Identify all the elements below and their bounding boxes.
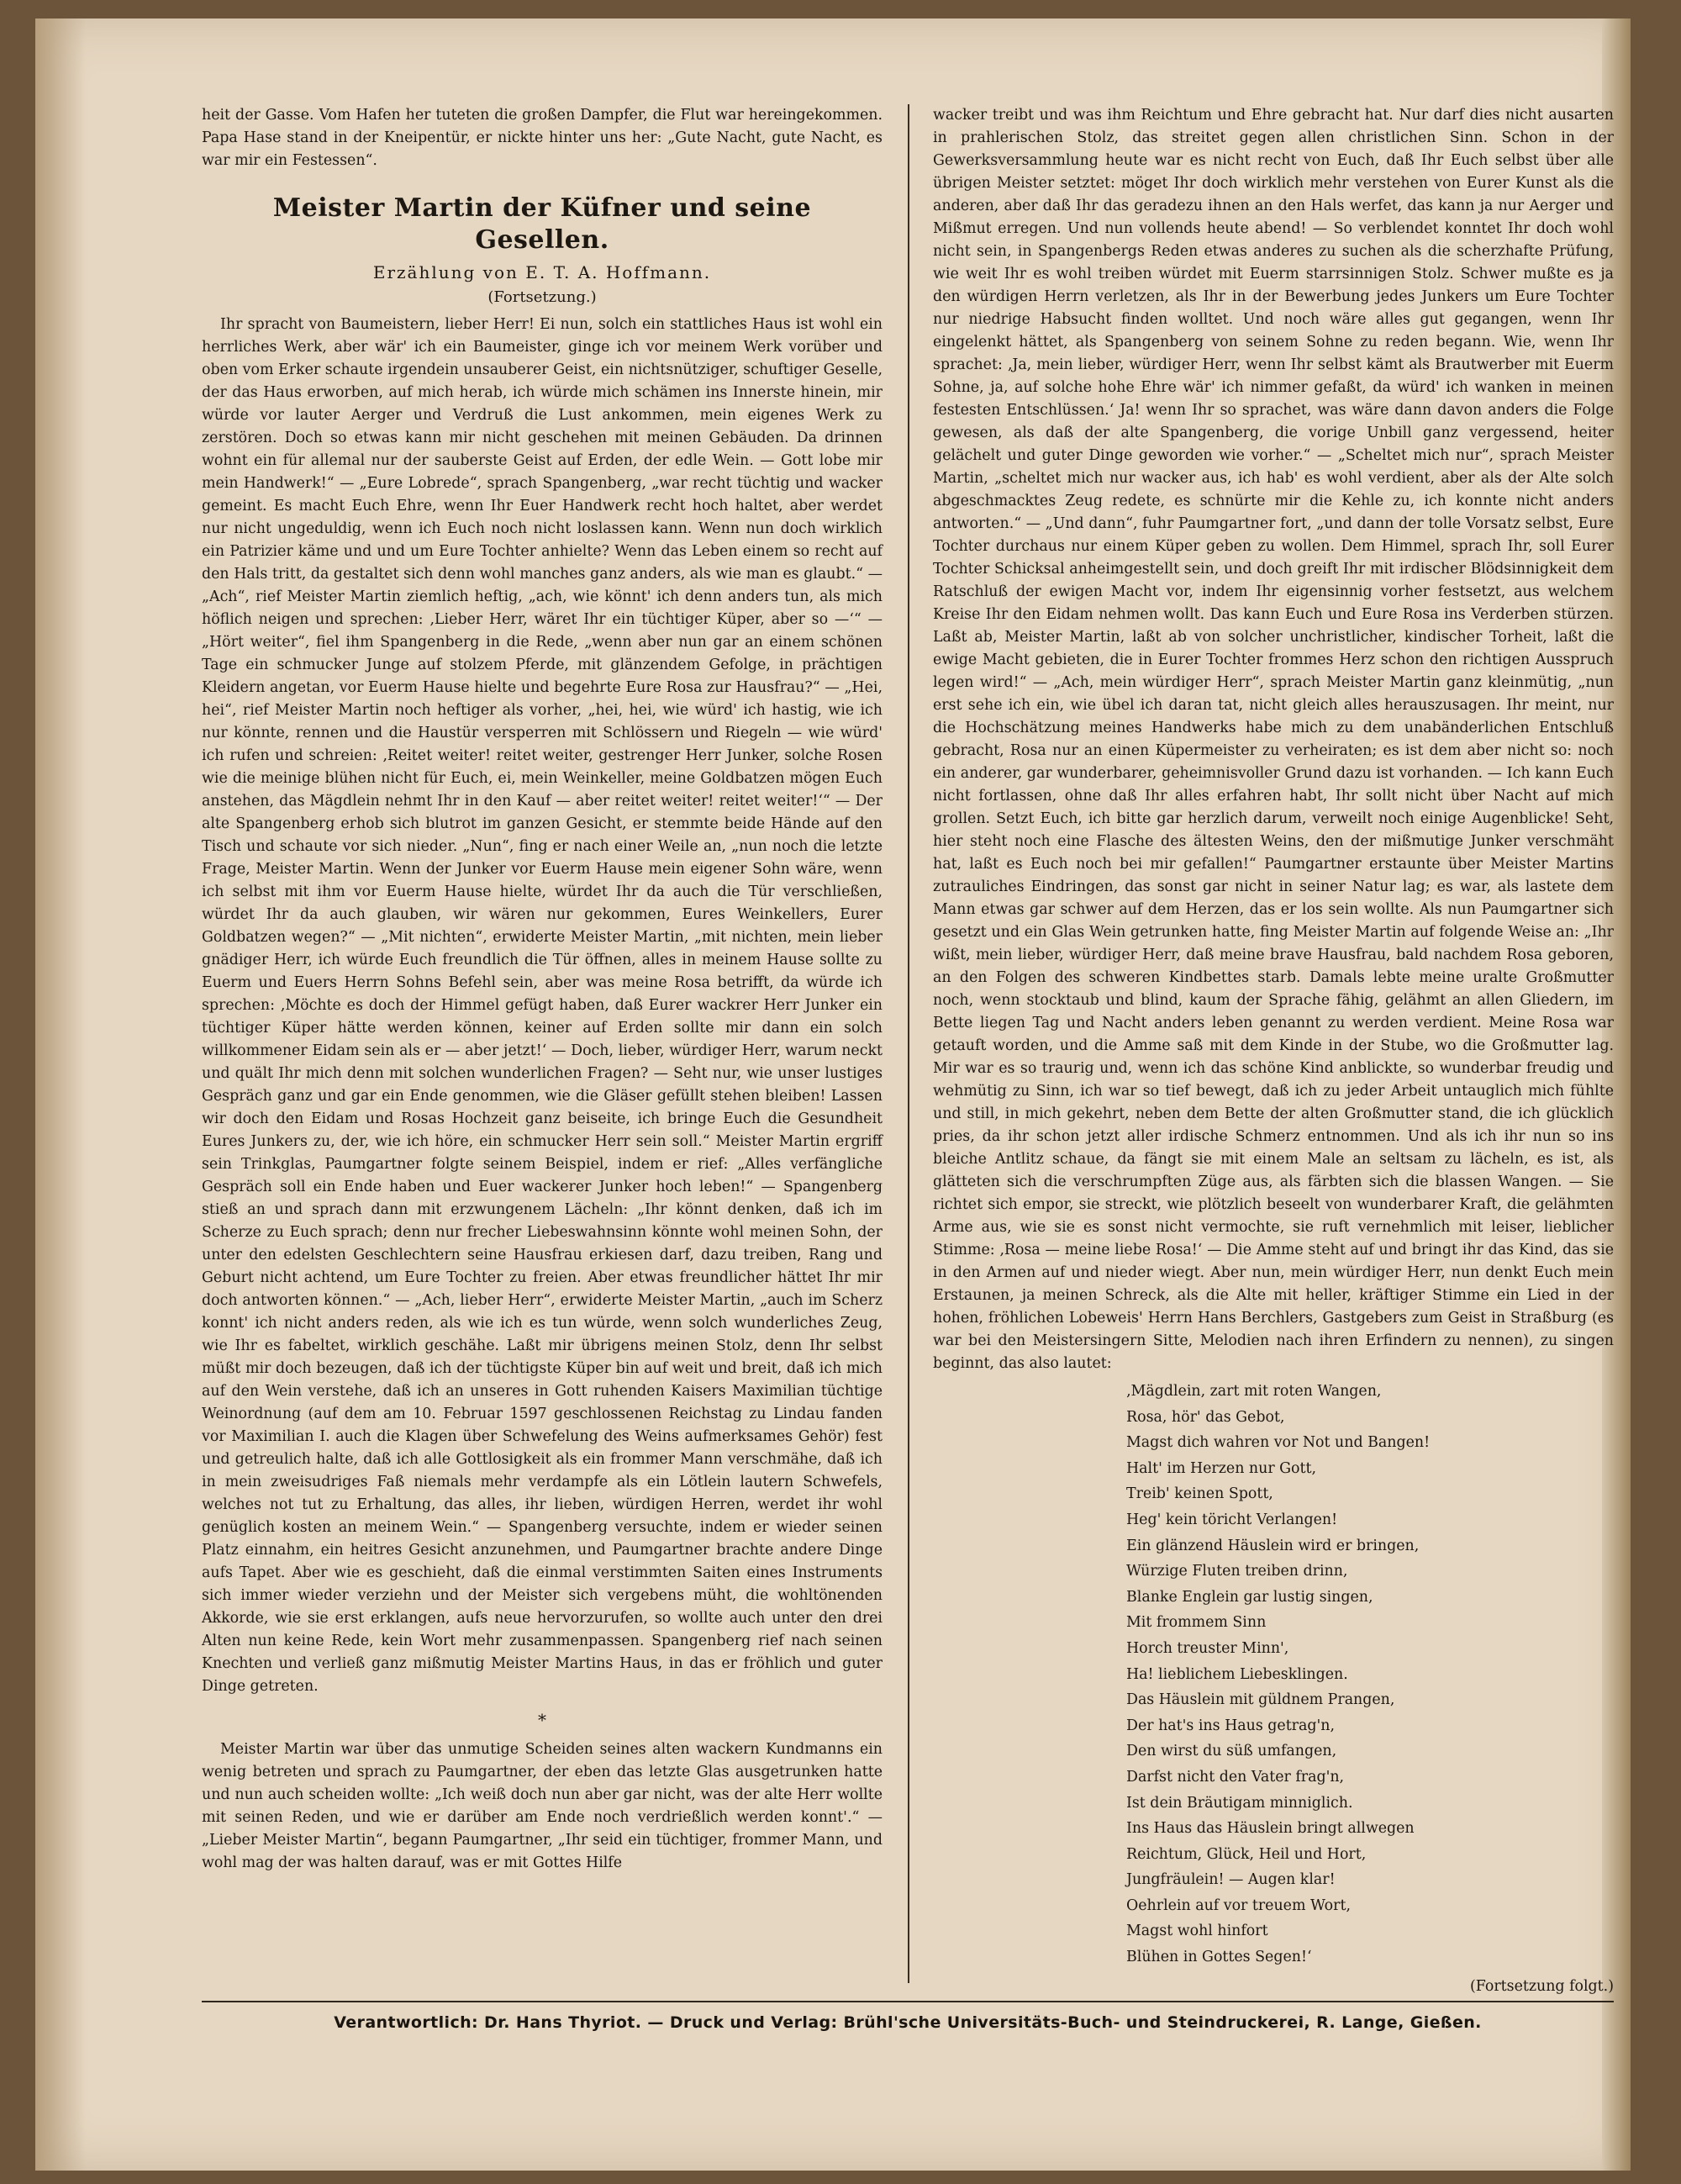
poem-line: Den wirst du süß umfangen, [1126, 1743, 1337, 1760]
left-column [202, 104, 883, 1875]
poem-line: Horch treuster Minn', [1126, 1639, 1289, 1657]
poem-line: ‚Mägdlein, zart mit roten Wangen, [1126, 1383, 1382, 1400]
poem-line: Würzige Fluten treiben drinn, [1126, 1563, 1348, 1580]
poem-line: Mit frommem Sinn [1126, 1614, 1267, 1632]
story-author: Erzählung von E. T. A. Hoffmann. [372, 262, 712, 282]
paragraph: wacker treibt und was ihm Reichtum und Ehre gebracht hat. Nur darf dies nicht ausarten in prahlerischen Stolz, das streitet gegen allen christlichen Sinn. Schon in der Gewerksversammlung heute war es nicht recht von Euch, daß Ihr Euch selbst über alle übrigen Meister setztet: möget Ihr doch wirklich mehr verstehen von Eurer Kunst als die anderen, aber daß Ihr das geradezu ihnen an den Hals werfet, das kann ja nur Aerger und Mißmut erregen. Und nun vollends heute abend! — So verblendet konntet Ihr doch wohl nicht sein, in Spangenbergs Reden etwas anderes zu suchen als die scherzhafte Prüfung, wie weit Ihr es wohl treiben würdet mit Euerm starrsinnigen Stolz. Schwer mußte es ja den würdigen Herrn verletzen, als Ihr in der Bewerbung jedes Junkers um Eure Tochter nur niedrige Habsucht finden wolltet. Und noch wäre alles gut gegangen, wenn Ihr eingelenkt hättet, als Spangenberg von seinem Sohne zu reden begann. Wie, wenn Ihr sprachet: ‚Ja, mein lieber, würdiger Herr, wenn Ihr selbst kämt als Brautwerber mit Euerm Sohne, ja, auf solche hohe Ehre wär' ich nimmer gefaßt, da würd' ich wanken in meinen festesten Entschlüssen.‘ Ja! wenn Ihr so sprachet, was wäre dann davon anders die Folge gewesen, als daß der alte Spangenberg, die vorige Unbill ganz vergessend, heiter gelächelt und guter Dinge geworden wie vorher.“ — „Scheltet mich nur“, sprach Meister Martin, „scheltet mich nur wacker aus, ich hab' es wohl verdient, aber als der Alte solch abgeschmacktes Zeug redete, es schnürte mir die Kehle zu, ich konnte nicht anders antworten.“ — „Und dann“, fuhr Paumgartner fort, „und dann der tolle Vorsatz selbst, Eure Tochter durchaus nur einem Küper geben zu wollen. Dem Himmel, sprach Ihr, soll Eurer Tochter Schicksal anheimgestellt sein, und doch greift Ihr mit irdischer Blödsinnigkeit dem Ratschluß der ewigen Macht vor, indem Ihr eigensinnig vorher festsetzt, aus welchem Kreise Ihr den Eidam nehmen wollt. Das kann Euch und Eure Rosa ins Verderben stürzen. Laßt ab, Meister Martin, laßt ab von solcher unchristlicher, kindischer Torheit, laßt die ewige Macht gebieten, die in Eurer Tochter frommes Herz schon den richtigen Ausspruch legen wird!“ — „Ach, mein würdiger Herr“, sprach Meister Martin ganz kleinmütig, „nun erst sehe ich ein, wie übel ich daran tat, nicht gleich alles herauszusagen. Ihr meint, nur die Hochschätzung meines Handwerks habe mich zu dem unabänderlichen Entschluß gebracht, Rosa nur an einen Küpermeister zu verheiraten; es ist dem aber nicht so: noch ein anderer, gar wunderbarer, geheimnisvoller Grund dazu ist vorhanden. — Ich kann Euch nicht fortlassen, ohne daß Ihr alles erfahren habt, Ihr sollt nicht über Nacht auf mich grollen. Setzt Euch, ich bitte gar herzlich darum, verweilt noch einige Augenblicke! Seht, hier steht noch eine Flasche des ältesten Weins, den der mißmutige Junker verschmäht hat, laßt es Euch noch bei mir gefallen!“ Paumgartner erstaunte über Meister Martins zutrauliches Eindringen, das sonst gar nicht in seiner Natur lag; es war, als lastete dem Mann etwas gar schwer auf dem Herzen, das er los sein wollte. Als nun Paumgartner sich gesetzt und ein Glas Wein getrunken hatte, fing Meister Martin auf folgende Weise an: „Ihr wißt, mein lieber, würdiger Herr, daß meine brave Hausfrau, bald nachdem Rosa geboren, an den Folgen des schweren Kindbettes starb. Damals lebte meine uralte Großmutter noch, wenn stocktaub und blind, kaum der Sprache fähig, gelähmt an allen Gliedern, im Bette liegen Tag und Nacht anders leben genannt zu werden verdient. Meine Rosa war getauft worden, und die Amme saß mit dem Kinde in der Stube, wo die Großmutter lag. Mir war es so traurig und, wenn ich das schöne Kind anblickte, so wunderbar freudig und wehmütig zu Sinn, ich war so tief bewegt, daß ich zu jeder Arbeit untauglich mich fühlte und still, in mich gekehrt, neben dem Bette der alten Großmutter stand, die ich glücklich pries, da ihr schon jetzt aller irdische Schmerz entnommen. Und als ich ihr nun so ins bleiche Antlitz schaue, da fängt sie mit einem Male an seltsam zu lächeln, es ist, als glätteten sich die verschrumpften Züge aus, als färbten sich die blassen Wangen. — Sie richtet sich empor, sie streckt, wie plötzlich beseelt von wunderbarer Kraft, die gelähmten Arme aus, wie sie es sonst nicht vermochte, sie ruft vernehmlich mit leiser, lieblicher Stimme: ‚Rosa — meine liebe Rosa!‘ — Die Amme steht auf und bringt ihr das Kind, das sie in den Armen auf und nieder wiegt. Aber nun, mein würdiger Herr, nun denkt Euch mein Erstaunen, ja meinen Schreck, als die Alte mit heller, kräftiger Stimme ein Lied in der hohen, fröhlichen Lobeweis' Herrn Hans Berchlers, Gastgebers zum Geist in Straßburg (es war bei den Meistersingern Sitte, Melodien nach ihren Erfindern zu nennen), zu singen beginnt, das also lautet: [933, 107, 1614, 1372]
poem-line: Magst dich wahren vor Not und Bangen! [1126, 1434, 1431, 1452]
poem-line: Das Häuslein mit güldnem Prangen, [1126, 1691, 1395, 1709]
poem [1126, 1379, 1614, 1970]
paragraph: Meister Martin war über das unmutige Scheiden seines alten wackern Kundmanns ein wenig betreten und sprach zu Paumgartner, der eben das letzte Glas ausgetrunken hatte und nun auch scheiden wollte: „Ich weiß doch nun aber gar nicht, was der alte Herr wollte mit seinen Reden, und wie er darüber am Ende noch verdrießlich werden konnt'.“ — „Lieber Meister Martin“, begann Paumgartner, „Ihr seid ein tüchtiger, frommer Mann, und wohl mag der was halten darauf, was er mit Gottes Hilfe [202, 1741, 883, 1871]
poem-line: Halt' im Herzen nur Gott, [1126, 1459, 1317, 1477]
poem-line: Ein glänzend Häuslein wird er bringen, [1126, 1537, 1420, 1554]
article-body [202, 104, 1614, 2063]
poem-line: Reichtum, Glück, Heil und Hort, [1126, 1845, 1367, 1863]
poem-line: Ist dein Bräutigam minniglich. [1126, 1794, 1353, 1812]
poem-line: Der hat's ins Haus getrag'n, [1126, 1717, 1336, 1734]
column-divider [908, 104, 909, 1983]
poem-line: Blanke Englein gar lustig singen, [1126, 1588, 1373, 1606]
continuation-note: (Fortsetzung.) [487, 288, 597, 306]
to-be-continued-note: (Fortsetzung folgt.) [1469, 1977, 1614, 1995]
section-break-asterisk: * [538, 1710, 546, 1730]
right-column [933, 104, 1614, 1998]
previous-story-ending: heit der Gasse. Vom Hafen her tuteten die großen Dampfer, die Flut war hereingekommen. Papa Hase stand in der Kneipentür, er nickte hinter uns her: „Gute Nacht, gute Nacht, es war mir ein Festessen“. [202, 107, 883, 169]
poem-line: Jungfräulein! — Augen klar! [1126, 1871, 1336, 1889]
paragraph: Ihr spracht von Baumeistern, lieber Herr! Ei nun, solch ein stattliches Haus ist wohl ein herrliches Werk, aber wär' ich ein Baumeister, ginge ich vor meinem Werk vorüber und oben vom Erker schaute irgendein unsauberer Geist, ein nichtsnütziger, schuftiger Geselle, der das Haus erworben, auf mich herab, ich würde mich schämen ins Innerste hinein, mir würde vor lauter Aerger und Verdruß die Lust ankommen, mein eigenes Werk zu zerstören. Doch so etwas kann mir nicht geschehen mit meinen Gebäuden. Da drinnen wohnt ein für allemal nur der sauberste Geist auf Erden, der edle Wein. — Gott lobe mir mein Handwerk!“ — „Eure Lobrede“, sprach Spangenberg, „war recht tüchtig und wacker gemeint. Es macht Euch Ehre, wenn Ihr Euer Handwerk recht hoch haltet, aber werdet nur nicht ungeduldig, wenn ich Euch noch nicht loslassen kann. Wenn nun doch wirklich ein Patrizier käme und und um Eure Tochter anhielte? Wenn das Leben einem so recht auf den Hals tritt, da gestaltet sich denn wohl manches ganz anders, als wie man es glaubt.“ — „Ach“, rief Meister Martin ziemlich heftig, „ach, wie könnt' ich denn anders tun, als mich höflich neigen und sprechen: ‚Lieber Herr, wäret Ihr ein tüchtiger Küper, aber so —‘“ — „Hört weiter“, fiel ihm Spangenberg in die Rede, „wenn aber nun gar an einem schönen Tage ein schmucker Junge auf stolzem Pferde, mit glänzendem Gefolge, in prächtigen Kleidern angetan, vor Euerm Hause hielte und begehrte Eure Rosa zur Hausfrau?“ — „Hei, hei“, rief Meister Martin noch heftiger als vorher, „hei, hei, wie würd' ich hastig, wie ich nur könnte, rennen und die Haustür versperren mit Schlössern und Riegeln — wie würd' ich rufen und schreien: ‚Reitet weiter! reitet weiter, gestrenger Herr Junker, solche Rosen wie die meinige blühen nicht für Euch, ei, mein Weinkeller, meine Goldbatzen mögen Euch anstehen, das Mägdlein nehmt Ihr in den Kauf — aber reitet weiter! reitet weiter!‘“ — Der alte Spangenberg erhob sich blutrot im ganzen Gesicht, er stemmte beide Hände auf den Tisch und schaute vor sich nieder. „Nun“, fing er nach einer Weile an, „nun noch die letzte Frage, Meister Martin. Wenn der Junker vor Euerm Hause mein eigener Sohn wäre, wenn ich selbst mit ihm vor Euerm Hause hielte, würdet Ihr da auch die Tür verschließen, würdet Ihr da auch glauben, wir wären nur gekommen, Eures Weinkellers, Eurer Goldbatzen wegen?“ — „Mit nichten“, erwiderte Meister Martin, „mit nichten, mein lieber gnädiger Herr, ich würde Euch freundlich die Tür öffnen, alles in meinem Hause sollte zu Euerm und Euers Herrn Sohns Befehl sein, aber was meine Rosa betrifft, da würde ich sprechen: ‚Möchte es doch der Himmel gefügt haben, daß Eurer wackrer Herr Junker ein tüchtiger Küper hätte werden können, keiner auf Erden sollte mir dann ein solch willkommener Eidam sein als er — aber jetzt!‘ — Doch, lieber, würdiger Herr, warum neckt und quält Ihr mich denn mit solchen wunderlichen Fragen? — Seht nur, wie unser lustiges Gespräch ganz und gar ein Ende genommen, wie die Gläser gefüllt stehen bleiben! Lassen wir doch den Eidam und Rosas Hochzeit ganz beiseite, ich bringe Euch die Gesundheit Eures Junkers zu, der, wie ich höre, ein schmucker Herr sein soll.“ Meister Martin ergriff sein Trinkglas, Paumgartner folgte seinem Beispiel, indem er rief: „Alles verfängliche Gespräch soll ein Ende haben und Euer wackerer Junker hoch leben!“ — Spangenberg stieß an und sprach dann mit erzwungenem Lächeln: „Ihr könnt denken, daß ich im Scherze zu Euch sprach; denn nur frecher Liebeswahnsinn könnte wohl meinen Sohn, der unter den edelsten Geschlechtern seine Hausfrau erkiesen darf, dazu treiben, Rang und Geburt nicht achtend, um Eure Tochter zu freien. Aber etwas freundlicher hättet Ihr mir doch antworten können.“ — „Ach, lieber Herr“, erwiderte Meister Martin, „auch im Scherz konnt' ich nicht anders reden, als wie ich es tun würde, wenn solch wunderliches Zeug, wie Ihr es fabeltet, wirklich geschähe. Laßt mir übrigens meinen Stolz, denn Ihr selbst müßt mir doch bezeugen, daß ich der tüchtigste Küper bin auf weit und breit, daß ich mich auf den Wein verstehe, daß ich an unseres in Gott ruhenden Kaisers Maximilian tüchtige Weinordnung (auf dem am 10. Februar 1597 geschlossenen Reichstag zu Lindau fanden vor Maximilian I. auch die Klagen über Schwefelung des Weins aufmerksames Gehör) fest und getreulich halte, daß ich alle Gottlosigkeit als ein frommer Mann verschmähe, daß ich in mein zweisudriges Faß niemals mehr verdampfe als ein Lötlein lautern Schwefels, welches not tut zu Erhaltung, das alles, ihr lieben, würdigen Herren, werdet ihr wohl genüglich kosten an meinem Wein.“ — Spangenberg versuchte, indem er wieder seinen Platz einnahm, ein heitres Gesicht anzunehmen, und Paumgartner brachte andere Dinge aufs Tapet. Aber wie es geschieht, daß die einmal verstimmten Saiten eines Instruments sich immer wieder verziehn und der Meister sich vergebens müht, die wohltönenden Akkorde, wie sie erst erklangen, aufs neue hervorzurufen, so wollte auch unter den drei Alten nun keine Rede, kein Wort mehr zusammenpassen. Spangenberg rief nach seinen Knechten und verließ ganz mißmutig Meister Martins Haus, in das er fröhlich und guter Dinge getreten. [202, 316, 883, 1695]
poem-line: Oehrlein auf vor treuem Wort, [1126, 1896, 1351, 1914]
poem-line: Darfst nicht den Vater frag'n, [1126, 1768, 1345, 1786]
poem-line: Magst wohl hinfort [1126, 1923, 1268, 1940]
poem-line: Heg' kein töricht Verlangen! [1126, 1511, 1338, 1528]
poem-line: Treib' keinen Spott, [1126, 1485, 1273, 1503]
poem-line: Ins Haus das Häuslein bringt allwegen [1126, 1820, 1415, 1838]
gutter-shadow [35, 18, 86, 2171]
imprint-line: Verantwortlich: Dr. Hans Thyriot. — Druck und Verlag: Brühl'sche Universitäts-Buch- und Steindruckerei, R. Lange, Gießen. [334, 2013, 1482, 2032]
footer-rule [202, 2001, 1614, 2002]
poem-line: Blühen in Gottes Segen!‘ [1126, 1949, 1312, 1966]
story-title: Meister Martin der Küfner und seine Gesellen. [272, 193, 812, 255]
poem-line: Ha! lieblichem Liebesklingen. [1126, 1665, 1348, 1683]
poem-line: Rosa, hör' das Gebot, [1126, 1408, 1285, 1426]
